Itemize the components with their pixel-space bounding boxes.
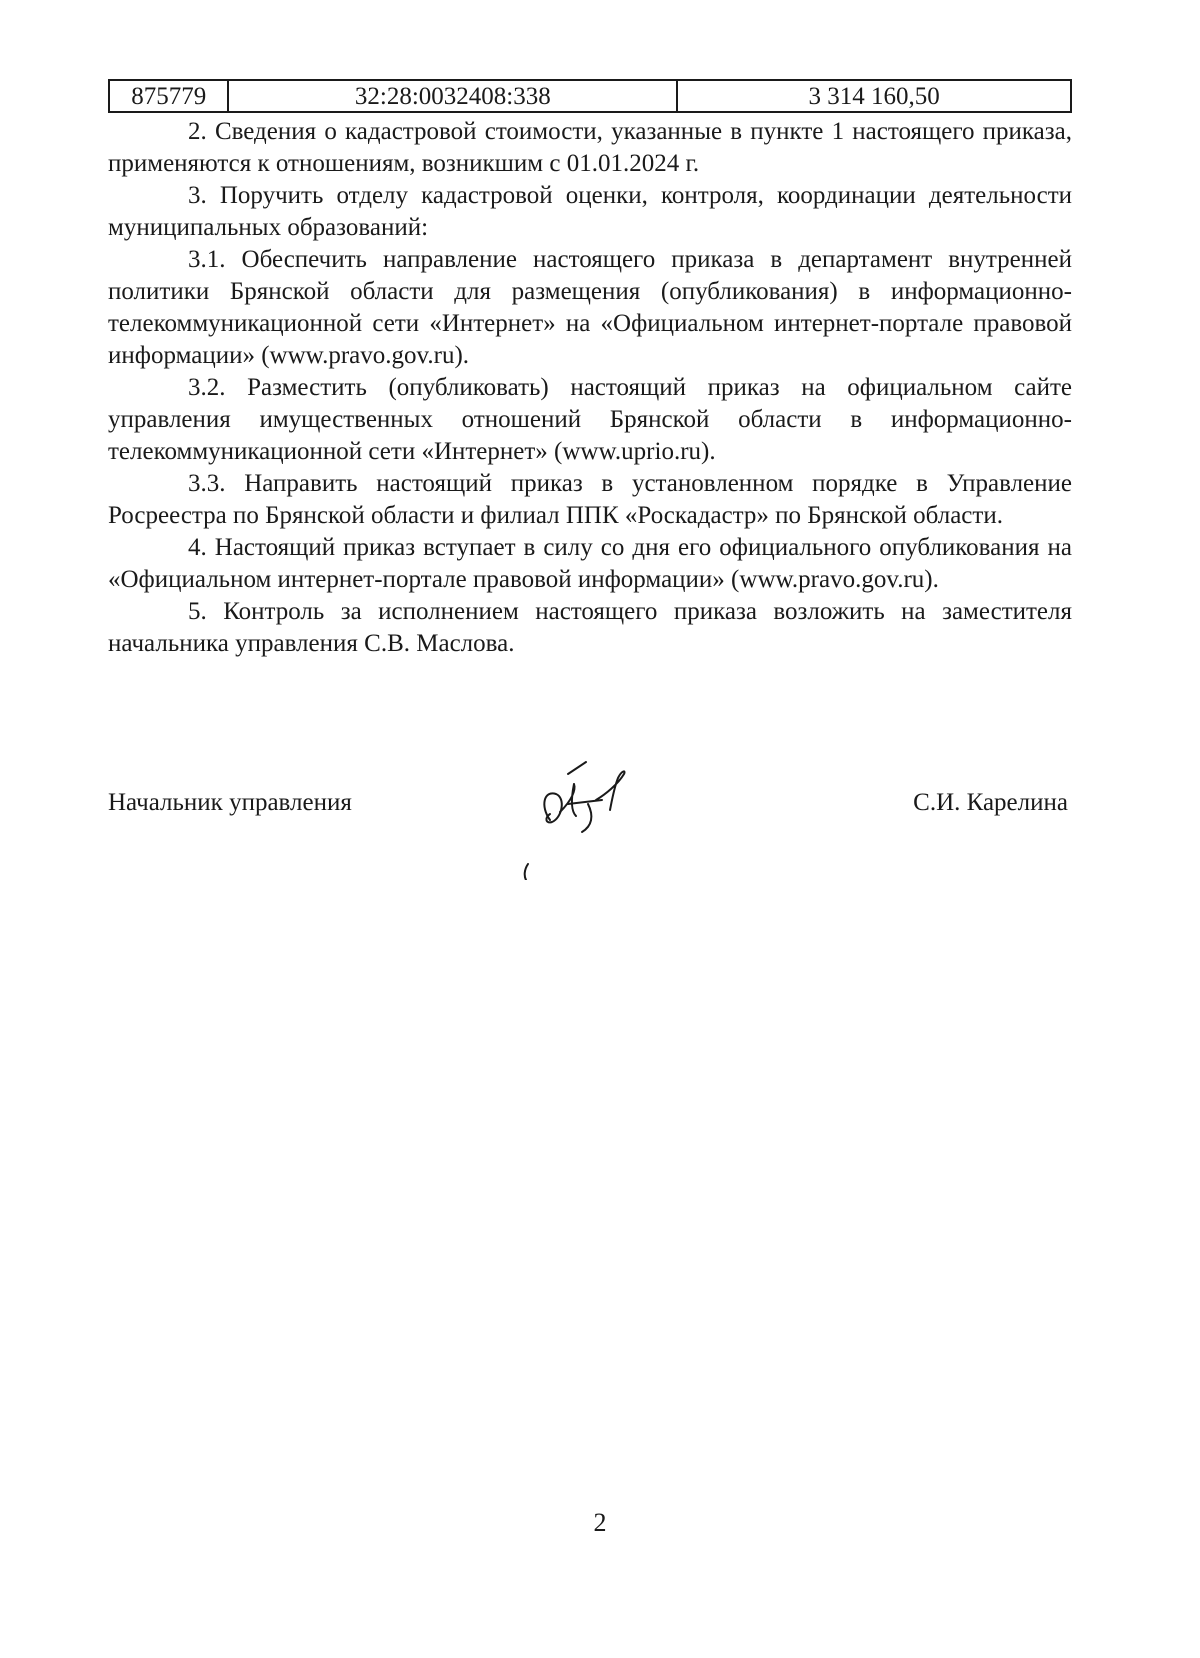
cadastral-value-cell: 3 314 160,50: [677, 80, 1071, 112]
paragraph-3-1: 3.1. Обеспечить направление настоящего приказа в департамент внутренней политики Брянской области для размещения (опубликования) в информационно-телекоммуникационной сети «Интернет» на «Официальном интернет-портале правовой информации» (www.pravo.gov.ru).: [108, 246, 1072, 369]
paragraph-3-3: 3.3. Направить настоящий приказ в установленном порядке в Управление Росреестра по Брянской области и филиал ППК «Роскадастр» по Брянской области.: [108, 470, 1072, 529]
table-row: [109, 80, 1071, 112]
handwritten-signature: [510, 760, 690, 880]
paragraph-2: 2. Сведения о кадастровой стоимости, указанные в пункте 1 настоящего приказа, применяются к отношениям, возникшим с 01.01.2024 г.: [108, 118, 1072, 177]
cadastral-number-cell: 32:28:0032408:338: [228, 80, 677, 112]
paragraph-3: 3. Поручить отделу кадастровой оценки, контроля, координации деятельности муниципальных образований:: [108, 182, 1072, 241]
signer-position: Начальник управления: [108, 789, 352, 816]
signer-name: С.И. Карелина: [913, 789, 1068, 816]
page-number: 2: [593, 1508, 607, 1537]
cadastral-value-table: [108, 79, 1072, 113]
paragraph-5: 5. Контроль за исполнением настоящего приказа возложить на заместителя начальника управления С.В. Маслова.: [108, 598, 1072, 657]
paragraph-4: 4. Настоящий приказ вступает в силу со дня его официального опубликования на «Официальном интернет-портале правовой информации» (www.pravo.gov.ru).: [108, 534, 1072, 593]
paragraph-3-2: 3.2. Разместить (опубликовать) настоящий приказ на официальном сайте управления имущественных отношений Брянской области в информационно-телекоммуникационной сети «Интернет» (www.uprio.ru).: [108, 374, 1072, 465]
row-number-cell: 875779: [109, 80, 228, 112]
order-body: [108, 116, 1072, 660]
